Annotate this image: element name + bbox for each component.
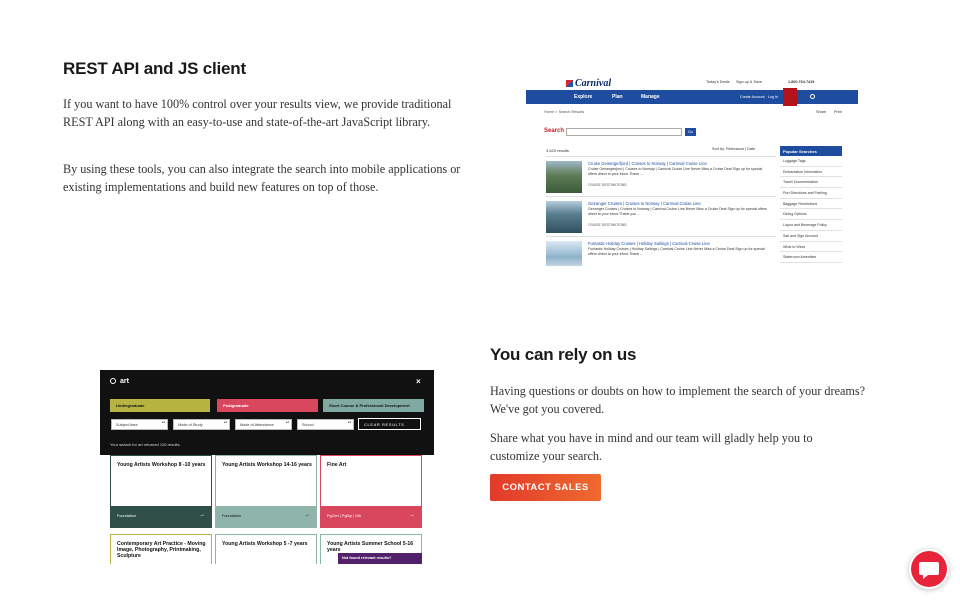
carnival-logo: Carnival: [566, 78, 611, 89]
cart-icon: [783, 88, 797, 106]
course-title: Fine Art: [327, 462, 347, 468]
course-title: Young Artists Workshop 5 -7 years: [222, 541, 308, 547]
result-thumbnail: [546, 201, 582, 233]
rely-paragraph-1: Having questions or doubts on how to implement the search of your dreams? We've got you covered.: [490, 384, 866, 416]
search-result: [546, 196, 776, 234]
chat-widget-button[interactable]: [909, 549, 949, 589]
category-short-course: Short Course & Professional Development: [323, 399, 424, 412]
result-thumbnail: [546, 161, 582, 193]
rest-api-paragraph-2: By using these tools, you can also integrate the search into mobile applications or existing implementations and build new features on top of those.: [63, 162, 461, 194]
arrow-right-icon: →: [409, 512, 415, 518]
course-title: Contemporary Art Practice - Moving Image, Photography, Printmaking, Sculpture: [117, 541, 206, 559]
result-thumbnail: [546, 241, 582, 266]
popular-item: Sail and Sign Account: [780, 231, 842, 242]
nav-login: Log In: [768, 95, 778, 99]
phone-number: 1.800.764.7419: [788, 80, 815, 84]
course-level: Foundation →: [216, 506, 316, 527]
share-link: Share: [816, 110, 827, 114]
course-card: [320, 455, 422, 528]
popular-item: Stateroom Amenities: [780, 252, 842, 263]
result-tag: CRUISE DESTINATIONS: [588, 223, 627, 227]
filter-mode-of-study: Mode of Study ▴▾: [173, 419, 230, 430]
popular-item: Luggage Tags: [780, 156, 842, 167]
popular-item: Baggage Restrictions: [780, 199, 842, 210]
result-description: Funtastic Holiday Cruises | Holiday Sailings | Carnival Cruise Line Never Miss a Cruise Deal Sign up for special offers direct to your inbox Thank ...: [588, 247, 765, 256]
popular-item: Liquor and Beverage Policy: [780, 220, 842, 231]
popular-item: Port Directions and Parking: [780, 188, 842, 199]
search-query: art: [110, 378, 129, 385]
search-result: [546, 156, 776, 194]
nav-manage: Manage: [641, 94, 660, 100]
breadcrumb: Home > Search Results: [544, 110, 585, 114]
carnival-search-screenshot: [526, 74, 858, 266]
category-undergraduate: Undergraduate: [110, 399, 210, 412]
filter-mode-of-attendance: Mode of Attendance ▴▾: [235, 419, 292, 430]
search-summary: Your search for art returned 120 results.: [110, 442, 181, 447]
rest-api-title: REST API and JS client: [63, 59, 246, 78]
arrow-right-icon: →: [199, 512, 205, 518]
util-link: Sign up & Save: [736, 80, 763, 84]
popular-item: What to Wear: [780, 242, 842, 253]
result-title: Funtastic Holiday Cruises | Holiday Sailings | Carnival Cruise Line: [588, 241, 710, 246]
popular-item: Embarkation Information: [780, 167, 842, 178]
search-icon: [110, 378, 116, 384]
result-description: Geiranger Cruises | Cruises to Norway | Carnival Cruise Line Never Miss a Cruise Deal Sign up for special offers direct to your inbox Thank you ...: [588, 207, 767, 216]
search-label: Search: [544, 128, 565, 134]
go-button: Go: [685, 128, 696, 136]
chat-bubble-icon: [909, 549, 949, 589]
nav-explore: Explore: [574, 94, 593, 100]
search-result: [546, 236, 776, 266]
carnival-topbar: [526, 74, 858, 90]
university-search-screenshot: [100, 370, 434, 564]
course-title: Young Artists Workshop 8 -10 years: [117, 462, 206, 468]
result-title: Cruise Geirangerfjord | Cruises to Norway | Carnival Cruise Line: [588, 161, 707, 166]
course-card: [215, 455, 317, 528]
close-icon: ×: [416, 377, 421, 386]
sort-options: Sort by: Relevance | Date: [712, 147, 756, 151]
nav-plan: Plan: [612, 94, 623, 100]
course-card: [110, 455, 212, 528]
rely-paragraph-2: Share what you have in mind and our team will gladly help you to customize your search.: [490, 431, 813, 463]
result-count: 3,620 results: [546, 148, 569, 153]
arrow-right-icon: →: [304, 512, 310, 518]
carnival-navbar: [526, 90, 858, 104]
result-description: Cruise Geirangerfjord | Cruises to Norway | Carnival Cruise Line Never Miss a Cruise Deal Sign up for special offers direct to your inbox Thank ...: [588, 167, 763, 176]
popular-searches: [780, 146, 842, 263]
course-card: [110, 534, 212, 564]
result-title: Geiranger Cruises | Cruises to Norway | Carnival Cruise Line: [588, 201, 701, 206]
nav-create-account: Create Account: [740, 95, 765, 99]
course-level: Foundation →: [111, 506, 211, 527]
util-link: Today's Deals: [706, 80, 730, 84]
filter-school: School ▴▾: [297, 419, 354, 430]
course-card: [215, 534, 317, 564]
search-input: [566, 128, 682, 136]
category-postgraduate: Postgraduate: [217, 399, 318, 412]
popular-searches-title: Popular Searches: [780, 146, 842, 156]
course-level: PgCert | PgDip | MA →: [321, 506, 421, 527]
filter-subject-area: Subject Area ▴▾: [111, 419, 168, 430]
popular-item: Dining Options: [780, 209, 842, 220]
not-found-banner: Not found relevant results?: [338, 553, 422, 564]
search-icon: [810, 94, 815, 99]
clear-results-button: CLEAR RESULTS: [358, 418, 421, 430]
print-link: Print: [834, 110, 842, 114]
course-title: Young Artists Workshop 14-16 years: [222, 462, 312, 468]
contact-sales-button[interactable]: CONTACT SALES: [490, 474, 601, 501]
result-tag: CRUISE DESTINATIONS: [588, 183, 627, 187]
rely-title: You can rely on us: [490, 345, 637, 364]
popular-item: Travel Documentation: [780, 177, 842, 188]
rest-api-paragraph-1: If you want to have 100% control over your results view, we provide traditional REST API along with an easy-to-use and state-of-the-art JavaScript library.: [63, 97, 452, 129]
course-title: Young Artists Summer School 5-16 years: [327, 541, 414, 553]
